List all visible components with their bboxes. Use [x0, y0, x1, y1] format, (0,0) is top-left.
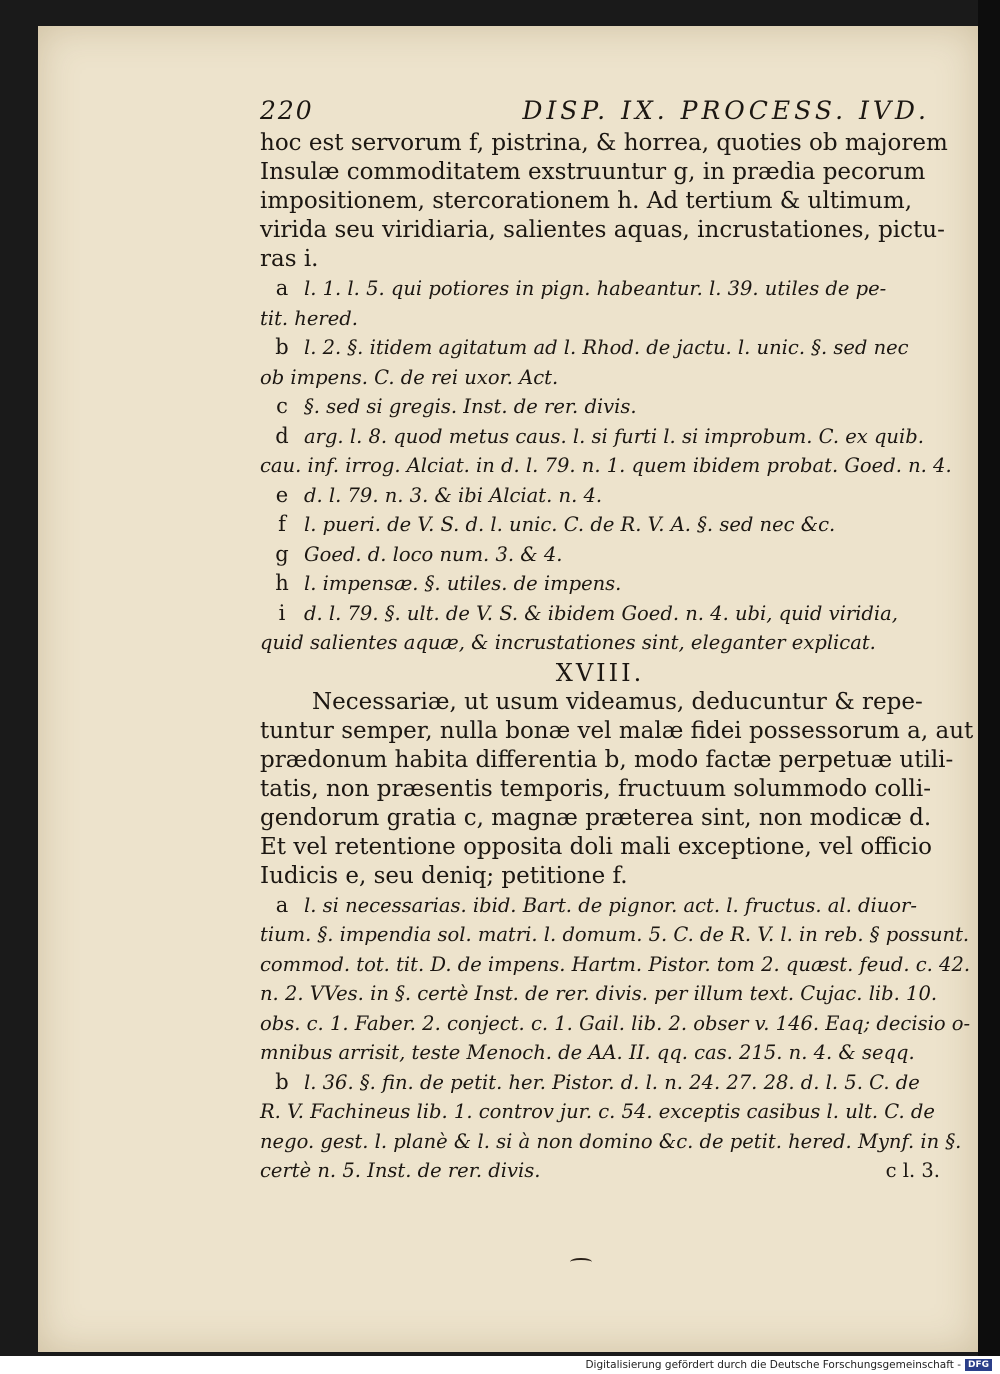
- footnote-line: R. V. Fachineus lib. 1. controv jur. c. 54. exceptis casibus l. ult. C. de: [260, 1100, 935, 1123]
- body-line: impositionem, stercorationem h. Ad tertium & ultimum,: [260, 188, 913, 214]
- footnote-line: g Goed. d. loco num. 3. & 4.: [275, 541, 563, 566]
- footer-credit: Digitalisierung gefördert durch die Deutsche Forschungsgemeinschaft -: [585, 1359, 961, 1371]
- footnote-line: n. 2. VVes. in §. certè Inst. de rer. divis. per illum text. Cujac. lib. 10.: [260, 982, 938, 1005]
- footer-bar: [0, 1356, 1000, 1374]
- body-line: Et vel retentione opposita doli mali exceptione, vel officio: [260, 833, 932, 860]
- footnotes-a: [260, 274, 952, 658]
- footnote-line: mnibus arrisit, teste Menoch. de AA. II. qq. cas. 215. n. 4. & seqq.: [260, 1041, 915, 1064]
- footnotes-b: [260, 891, 971, 1186]
- body-line: tatis, non præsentis temporis, fructuum solummodo colli-: [260, 775, 931, 802]
- body-line: tuntur semper, nulla bonæ vel malæ fidei possessorum a, aut: [260, 717, 974, 744]
- footnote-line: d arg. l. 8. quod metus caus. l. si furti l. si improbum. C. ex quib.: [275, 423, 924, 448]
- body-line: prædonum habita differentia b, modo factæ perpetuæ utili-: [260, 746, 954, 773]
- body-top: [260, 129, 948, 274]
- body-line: virida seu viridiaria, salientes aquas, incrustationes, pictu-: [260, 217, 945, 243]
- catchword: c l. 3.: [885, 1159, 940, 1182]
- footnote-line: c §. sed si gregis. Inst. de rer. divis.: [276, 394, 637, 418]
- body-line: hoc est servorum f, pistrina, & horrea, quoties ob majorem: [260, 130, 948, 156]
- footnote-line: ob impens. C. de rei uxor. Act.: [260, 365, 559, 389]
- section-title: XVIII.: [555, 658, 645, 687]
- footnote-line: i d. l. 79. §. ult. de V. S. & ibidem Goed. n. 4. ubi, quid viridia,: [278, 600, 898, 625]
- footnote-line: cau. inf. irrog. Alciat. in d. l. 79. n. 1. quem ibidem probat. Goed. n. 4.: [260, 454, 952, 477]
- body-line: Insulæ commoditatem exstruuntur g, in prædia pecorum: [260, 159, 926, 185]
- running-head: [260, 96, 940, 125]
- footnote-line: commod. tot. tit. D. de impens. Hartm. Pistor. tom 2. quæst. feud. c. 42.: [260, 952, 971, 976]
- footnote-line: f l. pueri. de V. S. d. l. unic. C. de R. V. A. §. sed nec &c.: [278, 512, 836, 536]
- ink-mark: [570, 1258, 592, 1266]
- scanner-frame: [978, 0, 1000, 1356]
- footnote-line: tium. §. impendia sol. matri. l. domum. 5. C. de R. V. l. in reb. § possunt.: [260, 923, 970, 946]
- footnote-line: certè n. 5. Inst. de rer. divis. c l. 3.: [260, 1156, 940, 1186]
- body-second: [260, 688, 974, 891]
- running-title: DISP. IX. PROCESS. IVD.: [522, 96, 930, 125]
- footnote-line: nego. gest. l. planè & l. si à non domino &c. de petit. hered. Mynf. in §.: [260, 1129, 962, 1153]
- body-line: Necessariæ, ut usum videamus, deducuntur & repe-: [312, 688, 923, 715]
- footnote-line: h l. impensæ. §. utiles. de impens.: [275, 571, 622, 595]
- footnote-line: obs. c. 1. Faber. 2. conject. c. 1. Gail. lib. 2. obser v. 146. Eaq; decisio o-: [260, 1011, 971, 1035]
- footnote-line: b l. 36. §. fin. de petit. her. Pistor. d. l. n. 24. 27. 28. d. l. 5. C. de: [275, 1069, 920, 1094]
- footnote-line: quid salientes aquæ, & incrustationes sint, eleganter explicat.: [260, 631, 876, 654]
- footnote-line: tit. hered.: [260, 306, 358, 330]
- body-line: ras i.: [260, 246, 319, 272]
- dfg-logo: DFG: [965, 1359, 992, 1371]
- footnote-line: a l. si necessarias. ibid. Bart. de pignor. act. l. fructus. al. diuor-: [275, 892, 917, 917]
- body-line: gendorum gratia c, magnæ præterea sint, non modicæ d.: [260, 804, 932, 831]
- body-line: Iudicis e, seu deniq; petitione f.: [260, 862, 628, 889]
- page-number: 220: [260, 96, 314, 125]
- footnote-line: a l. 1. l. 5. qui potiores in pign. habeantur. l. 39. utiles de pe-: [275, 276, 887, 300]
- footnote-line: b l. 2. §. itidem agitatum ad l. Rhod. de jactu. l. unic. §. sed nec: [275, 335, 909, 359]
- page-text: [260, 96, 974, 1186]
- footnote-line: e d. l. 79. n. 3. & ibi Alciat. n. 4.: [275, 482, 603, 507]
